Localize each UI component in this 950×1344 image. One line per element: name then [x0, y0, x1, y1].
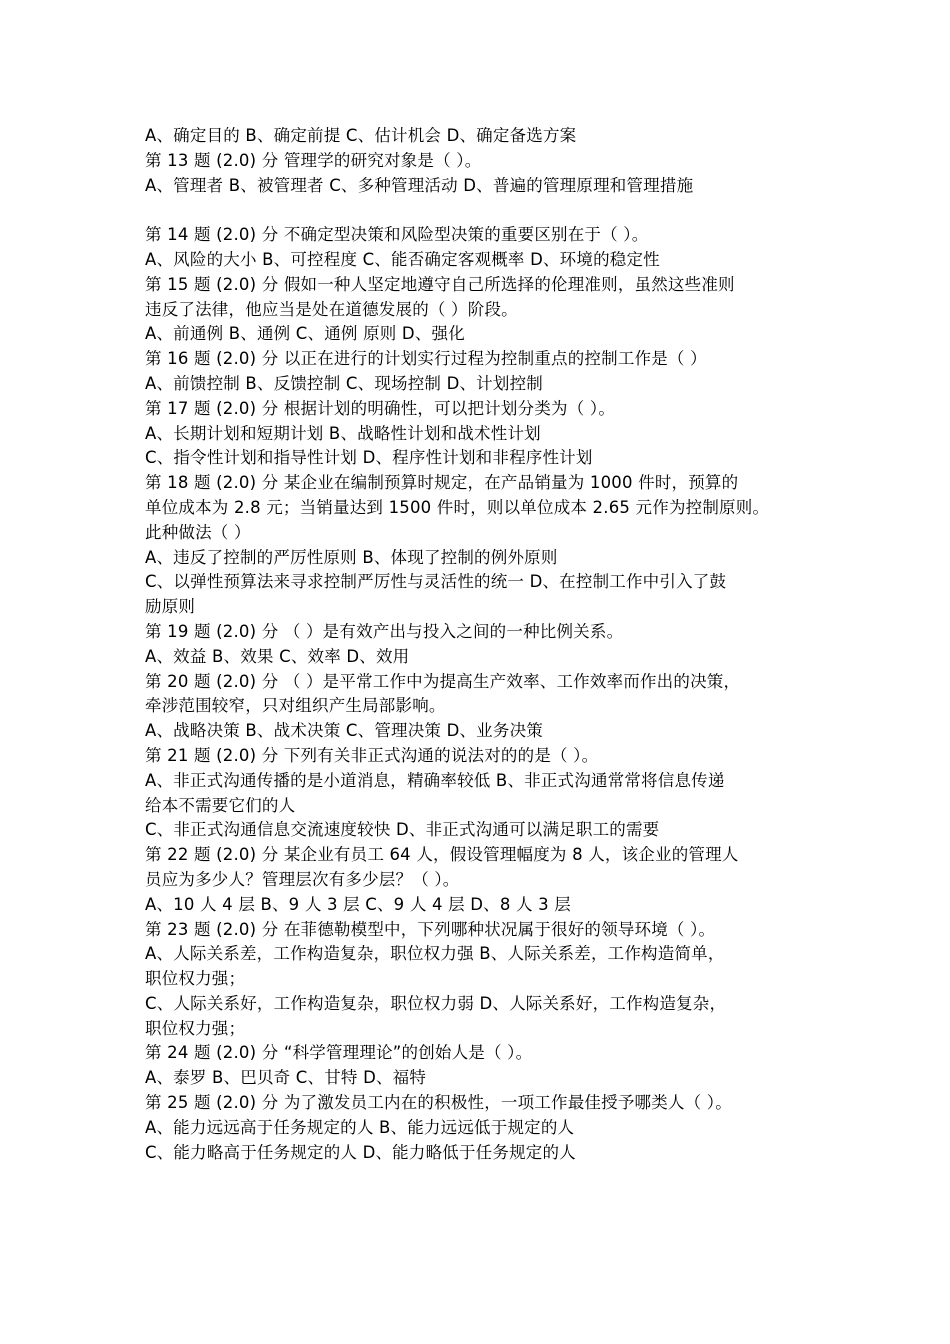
question-21-options-continued: 给本不需要它们的人	[145, 795, 296, 815]
question-23-options-cd: C、人际关系好，工作构造复杂，职位权力弱 D、人际关系好，工作构造复杂，	[145, 993, 727, 1013]
question-13-options: A、管理者 B、被管理者 C、多种管理活动 D、普遍的管理原理和管理措施	[145, 175, 694, 195]
question-16-options: A、前馈控制 B、反馈控制 C、现场控制 D、计划控制	[145, 373, 543, 393]
text-line: A、确定目的 B、确定前提 C、估计机会 D、确定备选方案	[145, 126, 577, 145]
question-22-continued: 员应为多少人？管理层次有多少层？（ ）。	[145, 869, 460, 889]
question-14: 第 14 题 (2.0) 分 不确定型决策和风险型决策的重要区别在于（ ）。	[145, 225, 649, 245]
question-23: 第 23 题 (2.0) 分 在菲德勒模型中，下列哪种状况属于很好的领导环境（ ）。	[145, 919, 716, 939]
question-22-options: A、10 人 4 层 B、9 人 3 层 C、9 人 4 层 D、8 人 3 层	[145, 894, 571, 914]
question-23-options-ab: A、人际关系差，工作构造复杂，职位权力强 B、人际关系差，工作构造简单，	[145, 944, 725, 964]
question-20-options: A、战略决策 B、战术决策 C、管理决策 D、业务决策	[145, 721, 543, 741]
question-24-options: A、泰罗 B、巴贝奇 C、甘特 D、福特	[145, 1068, 427, 1088]
blank-line	[145, 198, 815, 223]
question-15-continued: 违反了法律，他应当是处在道德发展的（ ）阶段。	[145, 299, 518, 319]
question-18-continued: 单位成本为 2.8 元；当销量达到 1500 件时，则以单位成本 2.65 元作为控制原则。	[145, 497, 770, 517]
question-24: 第 24 题 (2.0) 分 “科学管理理论”的创始人是（ ）。	[145, 1043, 533, 1063]
question-23-options-continued: 职位权力强；	[145, 1018, 246, 1038]
question-15: 第 15 题 (2.0) 分 假如一种人坚定地遵守自己所选择的伦理准则，虽然这些准则	[145, 274, 735, 294]
question-18-options-cd: C、以弹性预算法来寻求控制严厉性与灵活性的统一 D、在控制工作中引入了鼓	[145, 572, 727, 592]
question-20-continued: 牵涉范围较窄，只对组织产生局部影响。	[145, 696, 446, 716]
question-17: 第 17 题 (2.0) 分 根据计划的明确性，可以把计划分类为（ ）。	[145, 398, 616, 418]
question-21: 第 21 题 (2.0) 分 下列有关非正式沟通的说法对的的是（ ）。	[145, 745, 599, 765]
question-18: 第 18 题 (2.0) 分 某企业在编制预算时规定，在产品销量为 1000 件时，预算的	[145, 473, 739, 493]
question-25-options-cd: C、能力略高于任务规定的人 D、能力略低于任务规定的人	[145, 1142, 576, 1162]
question-19-options: A、效益 B、效果 C、效率 D、效用	[145, 646, 410, 666]
question-16: 第 16 题 (2.0) 分 以正在进行的计划实行过程为控制重点的控制工作是（ ）	[145, 349, 707, 369]
question-25: 第 25 题 (2.0) 分 为了激发员工内在的积极性，一项工作最佳授予哪类人（ ）。	[145, 1093, 732, 1113]
question-18-continued: 此种做法（ ）	[145, 522, 251, 542]
question-15-options: A、前通例 B、通例 C、通例 原则 D、强化	[145, 324, 465, 344]
question-17-options-cd: C、指令性计划和指导性计划 D、程序性计划和非程序性计划	[145, 448, 593, 468]
question-19: 第 19 题 (2.0) 分 （ ）是有效产出与投入之间的一种比例关系。	[145, 621, 624, 641]
question-22: 第 22 题 (2.0) 分 某企业有员工 64 人，假设管理幅度为 8 人，该企业的管理人	[145, 845, 739, 865]
question-13: 第 13 题 (2.0) 分 管理学的研究对象是（ ）。	[145, 150, 482, 170]
question-17-options-ab: A、长期计划和短期计划 B、战略性计划和战术性计划	[145, 423, 541, 443]
question-14-options: A、风险的大小 B、可控程度 C、能否确定客观概率 D、环境的稳定性	[145, 249, 660, 269]
question-21-options-cd: C、非正式沟通信息交流速度较快 D、非正式沟通可以满足职工的需要	[145, 820, 660, 840]
question-20: 第 20 题 (2.0) 分 （ ）是平常工作中为提高生产效率、工作效率而作出的决策，	[145, 671, 741, 691]
question-21-options-ab: A、非正式沟通传播的是小道消息，精确率较低 B、非正式沟通常常将信息传递	[145, 770, 725, 790]
question-25-options-ab: A、能力远远高于任务规定的人 B、能力远远低于规定的人	[145, 1117, 575, 1137]
document-body	[145, 124, 815, 1165]
question-23-options-continued: 职位权力强；	[145, 969, 246, 989]
question-18-options-continued: 励原则	[145, 597, 196, 617]
question-18-options-ab: A、违反了控制的严厉性原则 B、体现了控制的例外原则	[145, 547, 558, 567]
